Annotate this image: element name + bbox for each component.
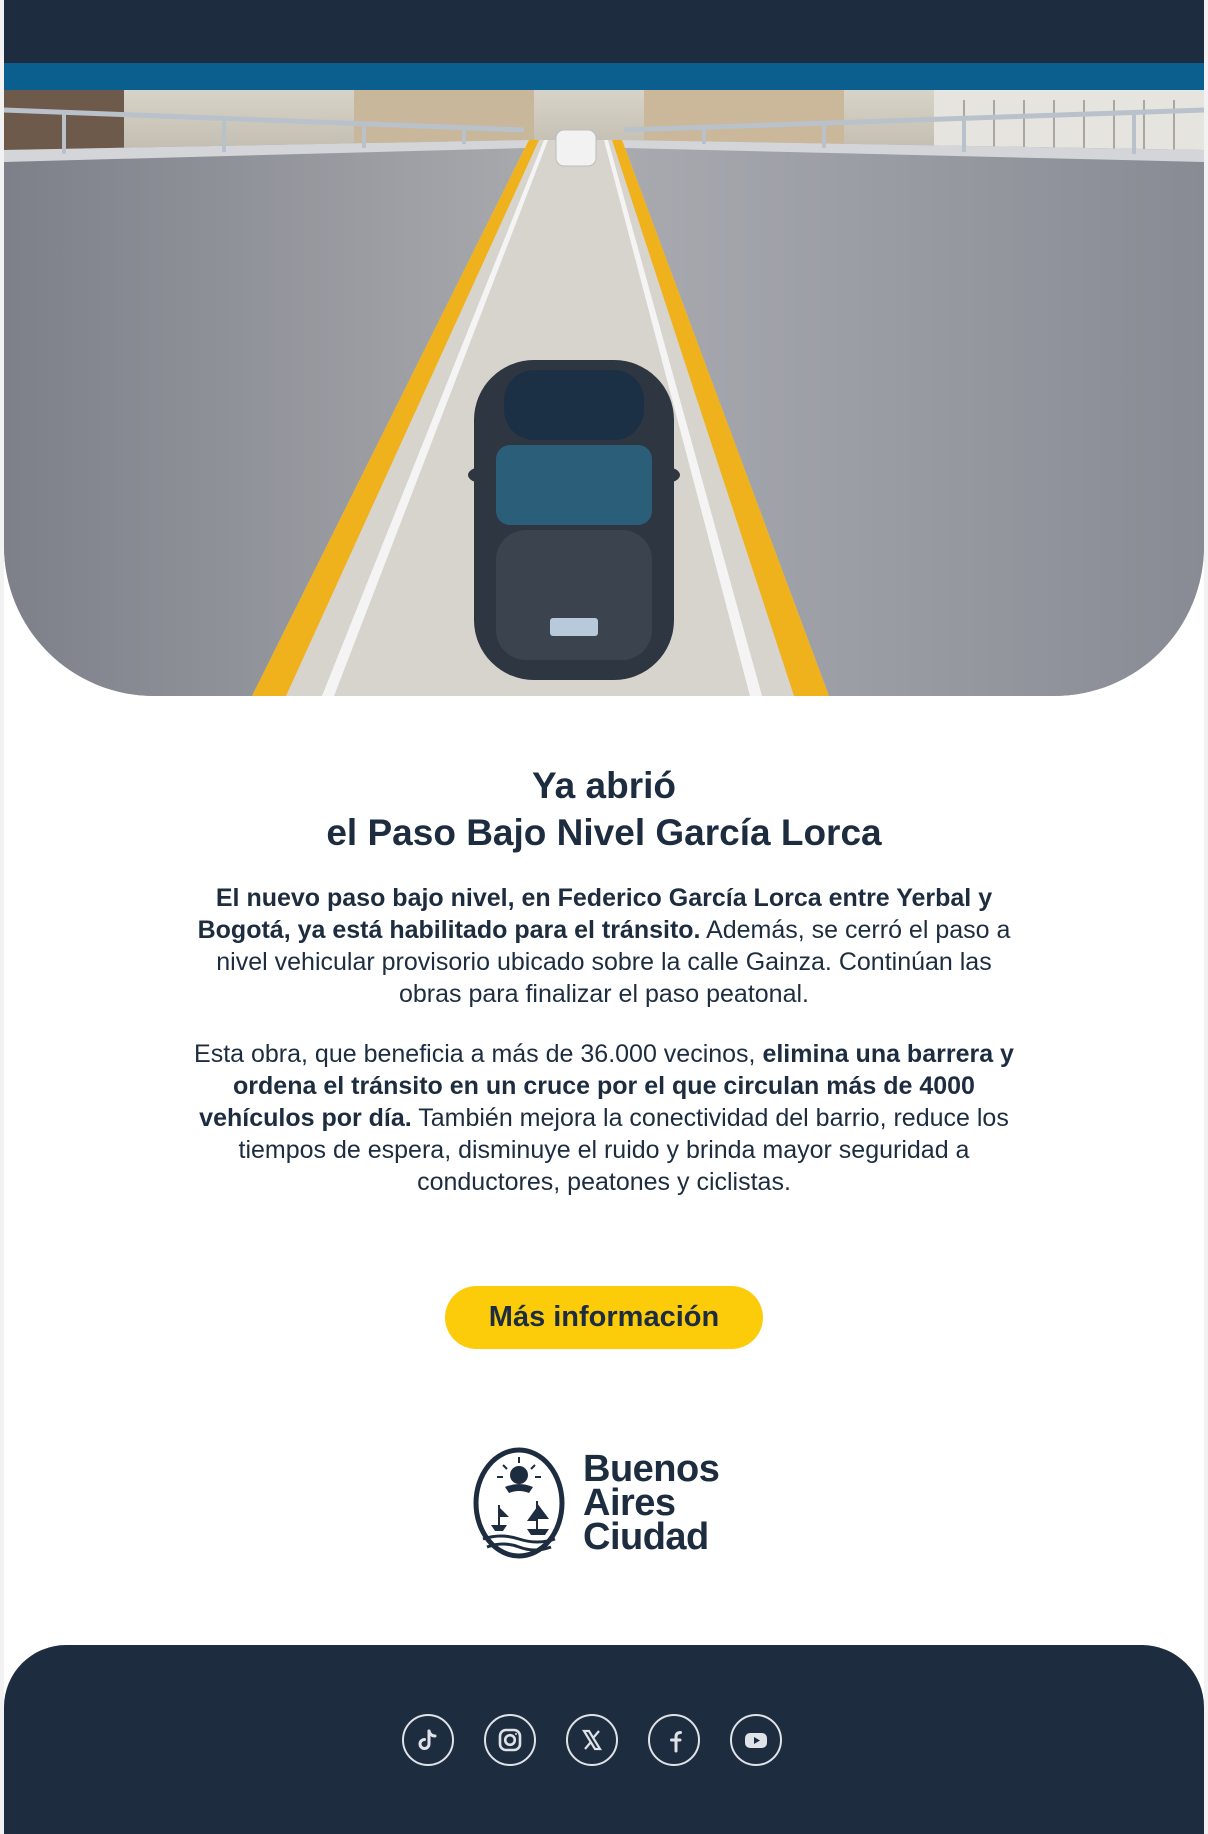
paragraph-1-bold: El nuevo paso bajo nivel, en Federico García Lorca entre Yerbal y Bogotá, ya está habilitado para el tránsito. bbox=[197, 884, 993, 944]
headline-line-2: el Paso Bajo Nivel García Lorca bbox=[326, 812, 882, 853]
headline-line-1: Ya abrió bbox=[532, 765, 676, 806]
brand-line-2: Aires bbox=[583, 1482, 676, 1524]
instagram-icon[interactable] bbox=[484, 1714, 536, 1766]
paragraph-2-bold: elimina una barrera y ordena el tránsito en un cruce por el que circulan más de 4000 vehículos por día. bbox=[199, 1040, 1014, 1132]
main-content bbox=[4, 762, 1204, 1565]
tiktok-icon[interactable] bbox=[402, 1714, 454, 1766]
newsletter-page bbox=[4, 0, 1204, 1834]
hero-image bbox=[4, 90, 1204, 696]
footer bbox=[4, 1645, 1204, 1834]
paragraph-1 bbox=[189, 882, 1019, 1010]
facebook-icon[interactable] bbox=[648, 1714, 700, 1766]
paragraph-1-text: Además, se cerró el paso a nivel vehicular provisorio ubicado sobre la calle Gainza. Continúan las obras para finalizar el paso peatonal. bbox=[216, 916, 1011, 1008]
more-info-button[interactable]: Más información bbox=[445, 1286, 763, 1349]
underpass-illustration bbox=[4, 90, 1204, 696]
paragraph-2-text-1: Esta obra, que beneficia a más de 36.000 vecinos, bbox=[194, 1040, 763, 1068]
city-seal-icon bbox=[473, 1447, 565, 1559]
brand-line-1: Buenos bbox=[583, 1448, 720, 1490]
accent-stripe bbox=[4, 63, 1204, 90]
headline bbox=[4, 762, 1204, 856]
brand-wordmark bbox=[583, 1448, 720, 1558]
youtube-icon[interactable] bbox=[730, 1714, 782, 1766]
paragraph-2 bbox=[189, 1038, 1019, 1198]
x-icon[interactable] bbox=[566, 1714, 618, 1766]
paragraph-2-text-2: También mejora la conectividad del barrio, reduce los tiempos de espera, disminuye el ruido y brinda mayor seguridad a conductores, peatones y ciclistas. bbox=[238, 1104, 1009, 1196]
top-bar bbox=[4, 0, 1204, 63]
social-links bbox=[402, 1714, 782, 1766]
brand-logo bbox=[473, 1441, 735, 1565]
brand-line-3: Ciudad bbox=[583, 1516, 709, 1558]
